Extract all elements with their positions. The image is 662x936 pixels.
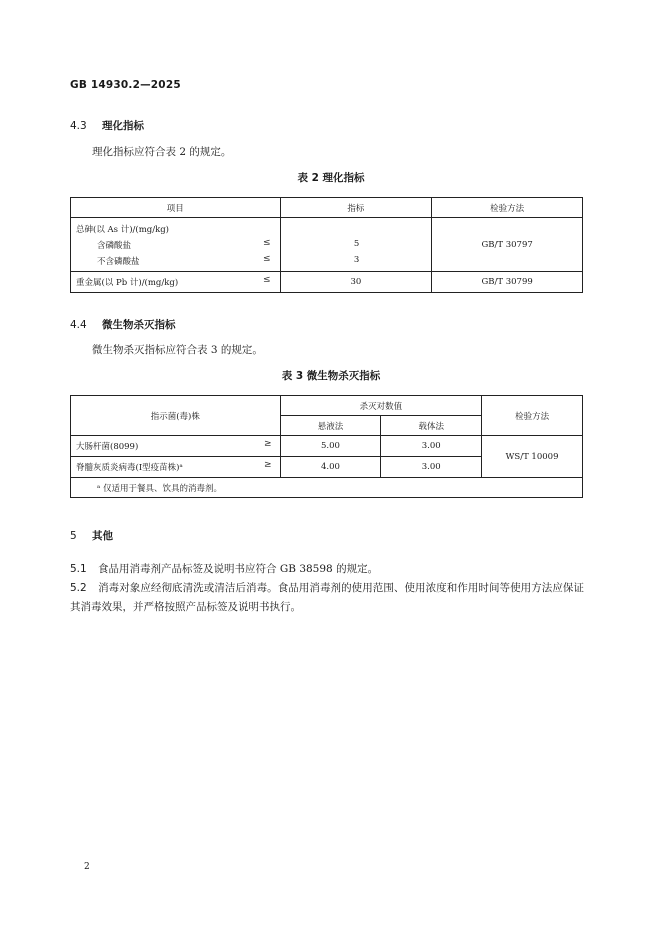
clause-number: 5.2 [70,582,87,594]
strain-label: 大肠杆菌(8099) [76,442,139,452]
table2-row-heavy-metal [71,272,281,293]
clause-number: 5.1 [70,563,87,575]
table2-header-method: 检验方法 [432,198,583,218]
table2-arsenic-method: GB/T 30797 [432,218,583,272]
table2-caption: 表 2 理化指标 [297,172,365,184]
arsenic-value: 5 [353,239,360,249]
table2-row-arsenic [71,218,281,272]
geq-symbol: ≥ [264,439,272,449]
section-title: 微生物杀灭指标 [102,319,176,331]
table3-header-method: 检验方法 [482,396,583,436]
section-4-4-heading [70,317,176,332]
clause-5-2 [70,579,584,617]
table3-caption: 表 3 微生物杀灭指标 [281,370,381,382]
section-4-3-heading [70,118,144,133]
table3-row-ecoli [71,436,281,457]
table2-heavy-metal-method: GB/T 30799 [432,272,583,293]
page-number: 2 [84,862,90,872]
table3-header-kill: 杀灭对数值 [280,396,482,416]
clause-text: 食品用消毒剂产品标签及说明书应符合 GB 38598 的规定。 [98,563,379,575]
suspension-value: 4.00 [280,457,381,478]
table3-row-polio [71,457,281,478]
section-4-4-text: 微生物杀灭指标应符合表 3 的规定。 [92,344,263,356]
table3-header-strain: 指示菌(毒)株 [71,396,281,436]
leq-symbol: ≤ [263,238,271,248]
geq-symbol: ≥ [264,460,272,470]
section-4-3-text: 理化指标应符合表 2 的规定。 [92,146,232,158]
strain-label: 脊髓灰质炎病毒(Ⅰ型疫苗株)ᵃ [76,463,183,473]
suspension-value: 5.00 [280,436,381,457]
arsenic-sub-label: 不含磷酸盐 [97,257,140,267]
table2-arsenic-values [280,218,432,272]
standard-code: GB 14930.2—2025 [70,79,181,91]
heavy-metal-value: 30 [280,272,432,293]
section-number: 4.4 [70,319,87,331]
table2-header-limit: 指标 [280,198,432,218]
table2-header-item: 项目 [71,198,281,218]
section-number: 5 [70,530,77,542]
table3 [70,395,583,498]
carrier-value: 3.00 [381,436,482,457]
table3-header-carrier: 载体法 [381,416,482,436]
heavy-metal-label: 重金属(以 Pb 计)/(mg/kg) [76,278,179,288]
clause-5-1 [70,560,584,579]
leq-symbol: ≤ [263,254,271,264]
arsenic-value: 3 [353,255,360,265]
table3-header-suspension: 悬液法 [280,416,381,436]
table3-method: WS/T 10009 [482,436,583,478]
carrier-value: 3.00 [381,457,482,478]
table3-footnote: ᵃ 仅适用于餐具、饮具的消毒剂。 [71,478,583,498]
section-5-heading [70,528,113,543]
leq-symbol: ≤ [263,275,271,285]
table2 [70,197,583,293]
clause-text: 消毒对象应经彻底清洗或清洁后消毒。食品用消毒剂的使用范围、使用浓度和作用时间等使用方法应保证其消毒效果，并严格按照产品标签及说明书执行。 [70,582,584,613]
section-title: 其他 [92,530,114,542]
arsenic-sub-label: 含磷酸盐 [97,241,132,251]
section-title: 理化指标 [102,120,145,132]
arsenic-label: 总砷(以 As 计)/(mg/kg) [76,225,169,235]
section-number: 4.3 [70,120,87,132]
